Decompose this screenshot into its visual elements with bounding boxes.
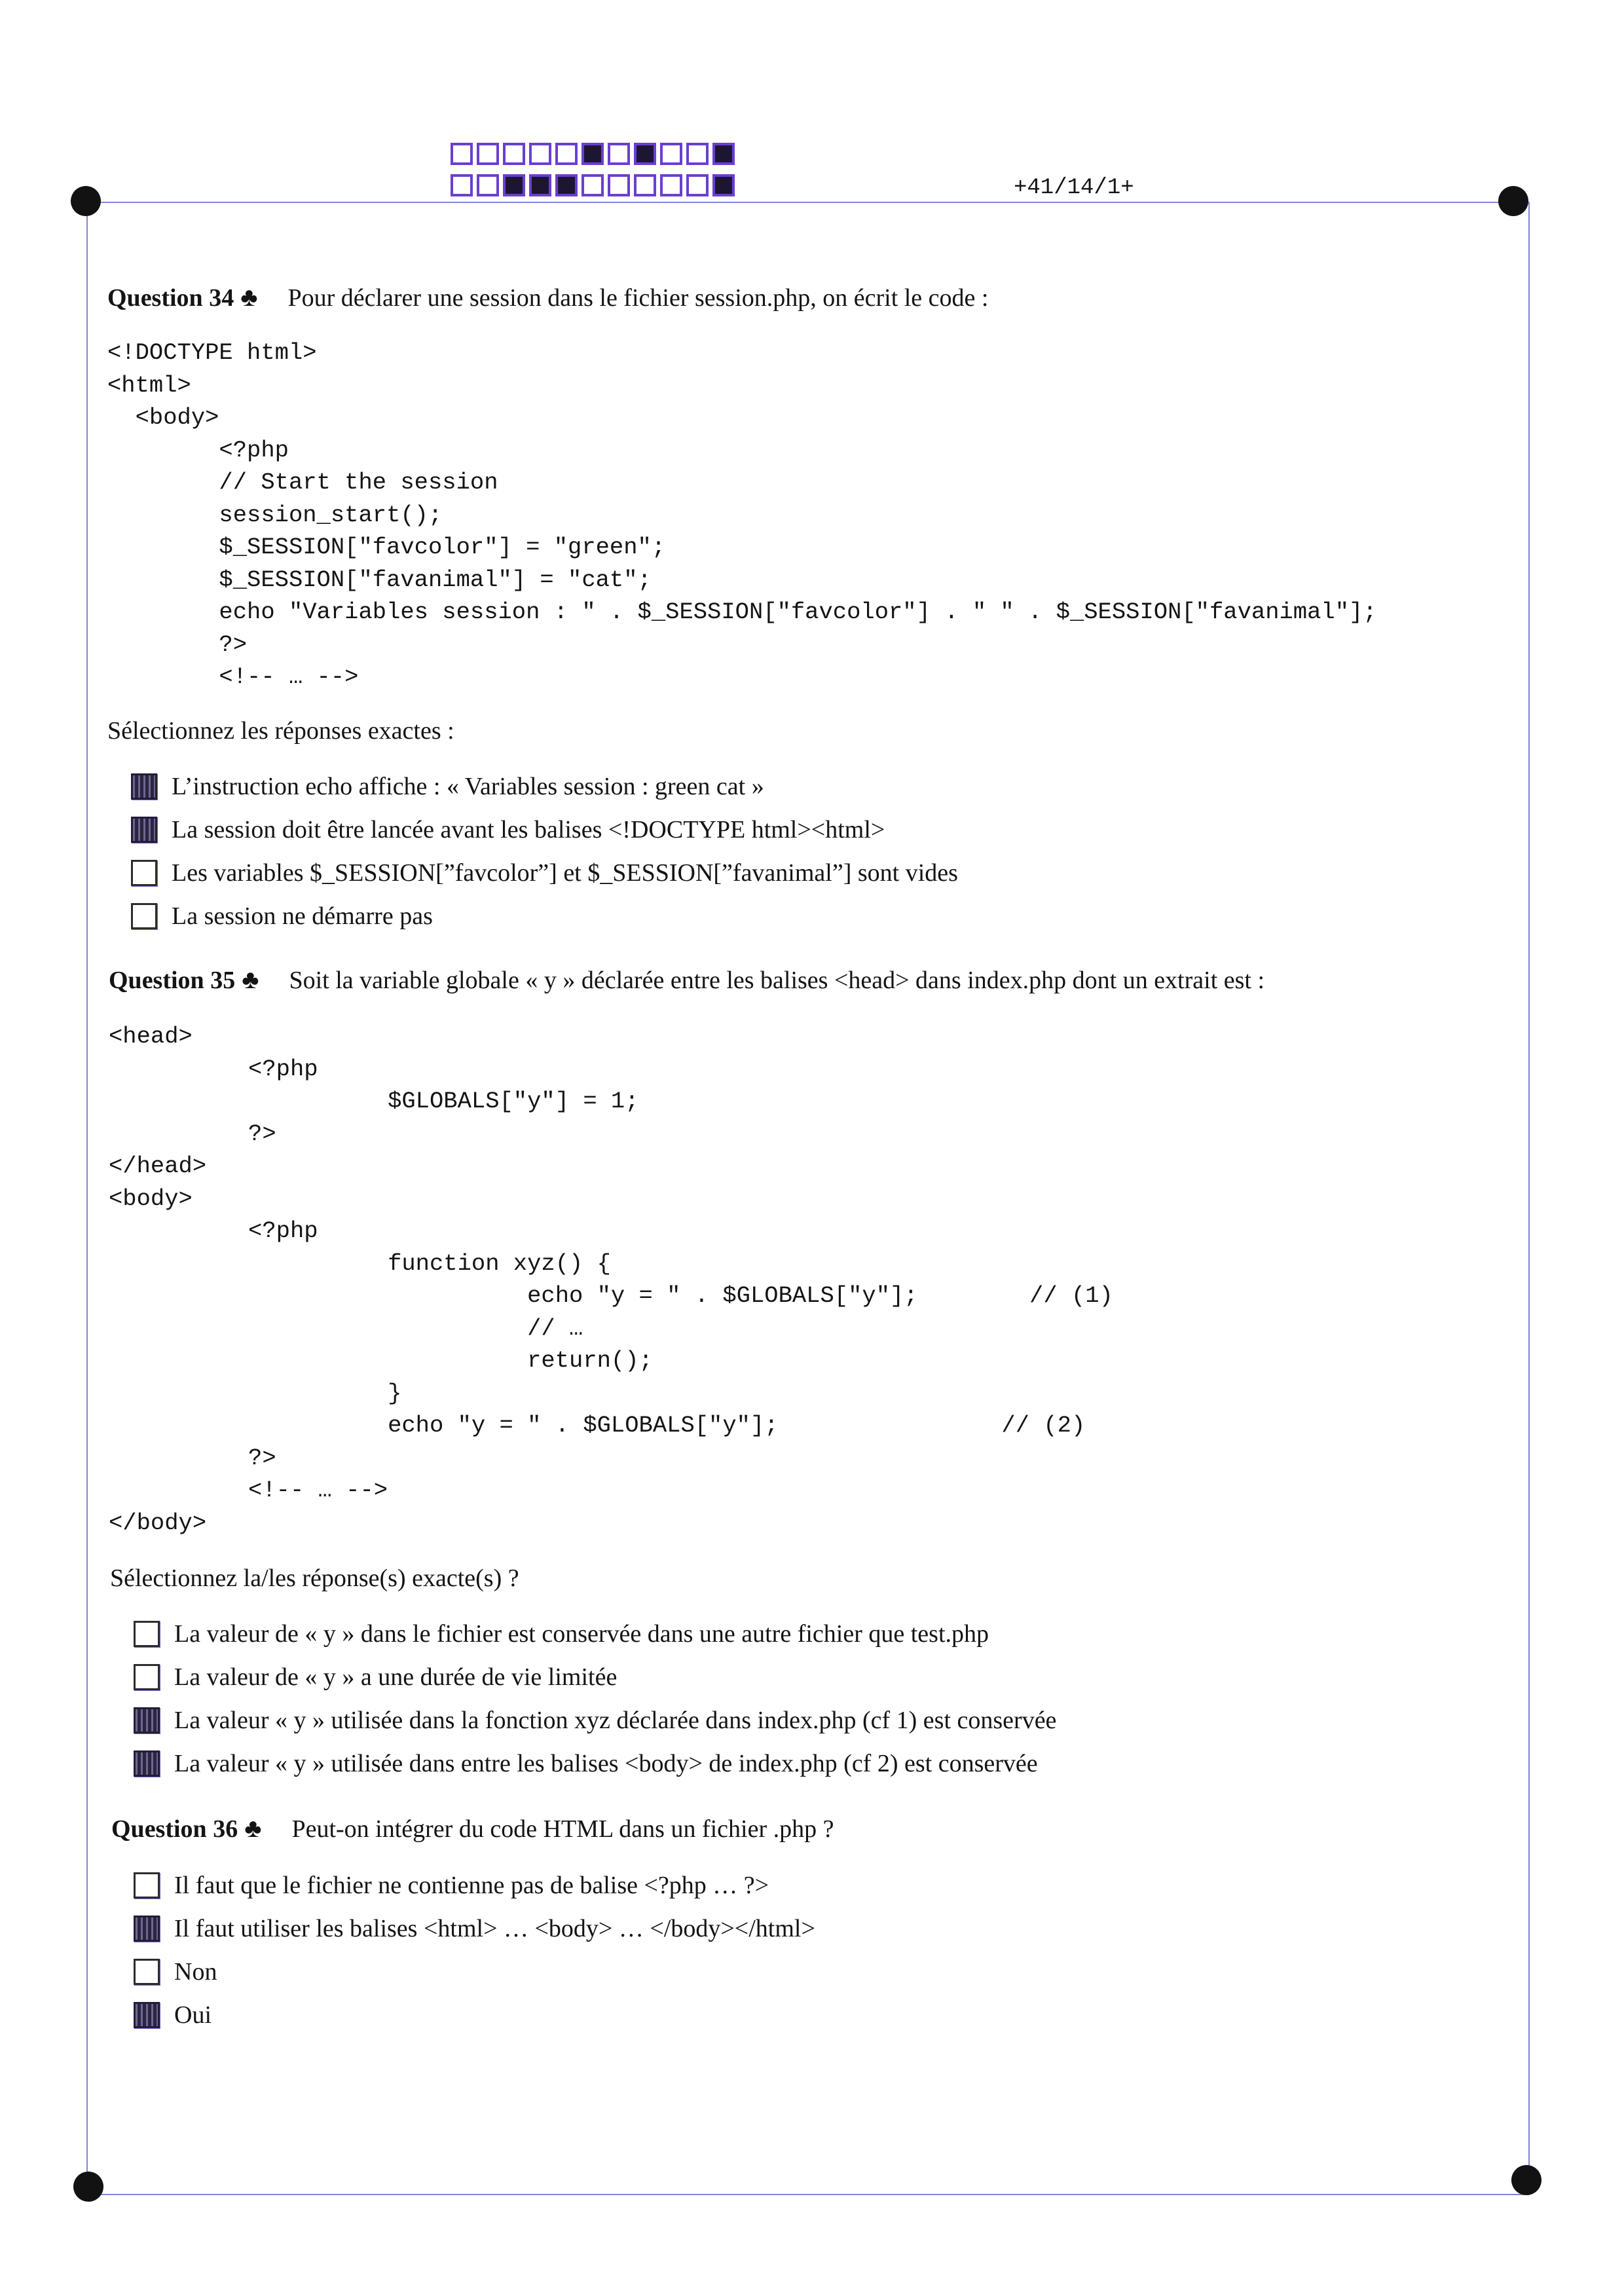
answer-option[interactable] [134,1950,815,1993]
answer-text: La session ne démarre pas [172,902,433,930]
answer-option[interactable] [134,1864,815,1907]
sheet-code-row-2 [451,174,739,196]
question-35-code: <head> <?php $GLOBALS["y"] = 1; ?> </head> <body> <?php function xyz() { echo "y = " . $GLOBALS["y"]; // (1) // … return(); } echo "y = " . $GLOBALS["y"]; // (2) ?> <!-- … --> </body> [109,1023,1113,1536]
code-cell [503,174,525,196]
question-35-instruction: Sélectionnez la/les réponse(s) exacte(s) ? [110,1565,519,1592]
checked-checkbox[interactable] [134,1750,160,1777]
answer-option[interactable] [134,1656,1056,1699]
answer-text: Il faut que le fichier ne contienne pas de balise <?php … ?> [174,1872,769,1899]
answer-text: La valeur de « y » a une durée de vie limitée [174,1663,618,1691]
registration-mark-top-right [1498,186,1528,216]
answer-option[interactable] [134,1612,1056,1656]
answer-option[interactable] [134,1699,1056,1742]
code-cell [529,174,551,196]
question-label: Question 35 [109,967,236,994]
code-cell [634,174,656,196]
code-cell [608,174,630,196]
code-cell [686,143,709,165]
question-34-answers [131,765,958,938]
code-cell [634,143,656,165]
empty-checkbox[interactable] [134,1621,160,1647]
code-cell [477,174,499,196]
code-cell [451,174,473,196]
answer-option[interactable] [131,765,958,808]
empty-checkbox[interactable] [131,860,157,886]
checked-checkbox[interactable] [134,1707,160,1733]
empty-checkbox[interactable] [131,903,157,929]
answer-option[interactable] [134,1993,815,2037]
code-cell [686,174,709,196]
answer-option[interactable] [131,808,958,851]
page-identifier: +41/14/1+ [1014,176,1134,200]
question-label: Question 36 [111,1815,238,1843]
code-cell [660,174,682,196]
code-cell [555,143,578,165]
code-cell [581,174,604,196]
code-cell [477,143,499,165]
sheet-code-row-1 [451,143,739,165]
empty-checkbox[interactable] [134,1959,160,1985]
code-cell [529,143,551,165]
question-35-header [109,964,1264,995]
question-text: Peut-on intégrer du code HTML dans un fichier .php ? [291,1815,834,1843]
answer-text: Non [174,1958,217,1986]
code-cell [712,143,735,165]
question-36-answers [134,1864,815,2037]
answer-text: La valeur de « y » dans le fichier est conservée dans une autre fichier que test.php [174,1620,989,1648]
club-icon: ♣ [240,282,258,312]
code-cell [581,143,604,165]
answer-text: La valeur « y » utilisée dans la fonction xyz déclarée dans index.php (cf 1) est conservée [174,1707,1057,1734]
question-34-header [107,282,988,312]
answer-text: La session doit être lancée avant les balises <!DOCTYPE html><html> [172,816,885,843]
answer-option[interactable] [134,1907,815,1950]
answer-text: Il faut utiliser les balises <html> … <body> … </body></html> [174,1915,815,1942]
question-text: Pour déclarer une session dans le fichier session.php, on écrit le code : [287,284,989,312]
answer-text: L’instruction echo affiche : « Variables session : green cat » [172,773,764,800]
question-34-instruction: Sélectionnez les réponses exactes : [107,717,454,745]
code-cell [608,143,630,165]
checked-checkbox[interactable] [134,2002,160,2028]
question-35-answers [134,1612,1056,1785]
answer-option[interactable] [134,1742,1056,1785]
empty-checkbox[interactable] [134,1664,160,1690]
code-cell [503,143,525,165]
club-icon: ♣ [242,965,259,994]
answer-option[interactable] [131,851,958,895]
checked-checkbox[interactable] [131,773,157,800]
code-cell [712,174,735,196]
answer-text: Oui [174,2001,212,2029]
question-label: Question 34 [107,284,234,312]
code-cell [451,143,473,165]
answer-text: Les variables $_SESSION[”favcolor”] et $_SESSION[”favanimal”] sont vides [172,859,958,887]
empty-checkbox[interactable] [134,1872,160,1898]
registration-mark-top-left [71,186,101,216]
checked-checkbox[interactable] [131,817,157,843]
registration-mark-bottom-left [73,2172,103,2202]
answer-text: La valeur « y » utilisée dans entre les balises <body> de index.php (cf 2) est conservée [174,1750,1038,1777]
registration-mark-bottom-right [1511,2165,1541,2195]
question-36-header [111,1813,834,1843]
question-34-code: <!DOCTYPE html> <html> <body> <?php // Start the session session_start(); $_SESSION["favcolor"] = "green"; $_SESSION["favanimal"] = "cat"; echo "Variables session : " . $_SESSION["favcolor"] . " " . $_SESSION["favanimal"]; ?> <!-- … --> [107,339,1377,690]
code-cell [660,143,682,165]
club-icon: ♣ [244,1813,262,1843]
answer-option[interactable] [131,895,958,938]
question-text: Soit la variable globale « y » déclarée entre les balises <head> dans index.php dont un extrait est : [289,967,1265,994]
code-cell [555,174,578,196]
checked-checkbox[interactable] [134,1916,160,1942]
